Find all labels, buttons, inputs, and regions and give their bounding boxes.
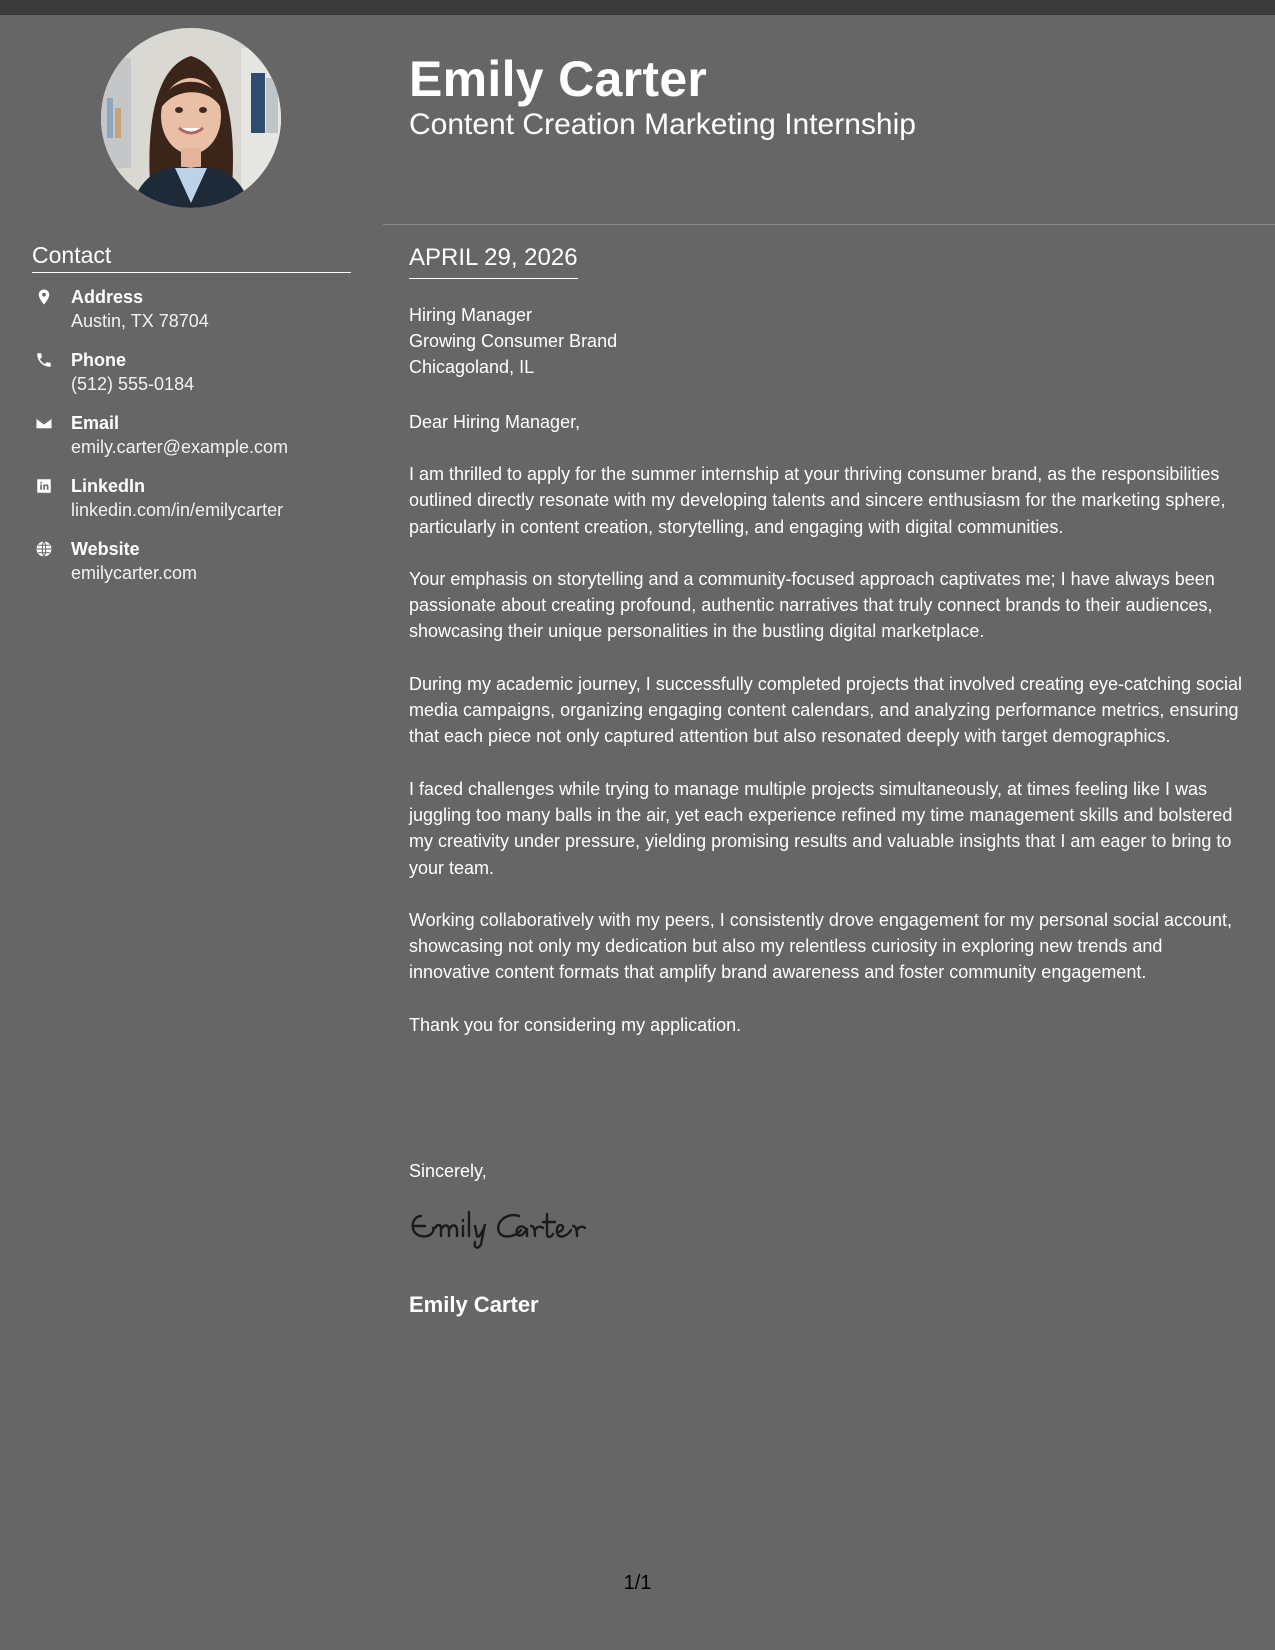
phone-icon (34, 350, 54, 370)
applicant-name: Emily Carter (409, 51, 708, 107)
sidebar (0, 15, 383, 1650)
recipient-block (409, 302, 1249, 380)
body-paragraph: I am thrilled to apply for the summer internship at your thriving consumer brand, as the responsibilities outlined directly resonate with my developing talents and sincere enthusiasm for the marketing sphere, particularly in content creation, storytelling, and engaging with digital communities. (409, 464, 1226, 537)
job-title: Content Creation Marketing Internship (409, 108, 916, 141)
recipient-line: Chicagoland, IL (409, 357, 535, 377)
contact-item-linkedin (32, 474, 362, 537)
body-paragraph: I faced challenges while trying to manage multiple projects simultaneously, at times feeling like I was juggling too many balls in the air, yet each experience refined my time management skills and bolstered my creativity under pressure, yielding promising results and valuable insights that I am eager to bring to your team. (409, 778, 1233, 878)
location-pin-icon (34, 287, 54, 307)
avatar (101, 28, 281, 208)
signer-name: Emily Carter (409, 1292, 539, 1317)
letter-body (409, 461, 1245, 1064)
contact-label: Email (71, 413, 120, 433)
contact-label: Website (71, 539, 140, 559)
body-paragraph: Working collaboratively with my peers, I consistently drove engagement for my personal social account, showcasing not only my dedication but also my relentless curiosity in exploring new trends and innovative content formats that amplify brand awareness and foster community engagement. (409, 909, 1233, 983)
closing: Sincerely, (409, 1161, 487, 1181)
contact-item-email (32, 411, 362, 474)
envelope-icon (34, 413, 54, 433)
linkedin-icon (34, 476, 54, 496)
profile-photo (101, 28, 281, 208)
body-paragraph: During my academic journey, I successfully completed projects that involved creating eye-catching social media campaigns, organizing engaging content calendars, and analyzing performance metrics, ensuring that each piece not only captured attention but also resonated deeply with target demographics. (409, 673, 1243, 747)
phone-value: (512) 555-0184 (71, 374, 195, 394)
body-paragraph: Thank you for considering my application. (409, 1014, 742, 1035)
linkedin-value[interactable]: linkedin.com/in/emilycarter (71, 500, 284, 520)
contact-item-website (32, 537, 362, 600)
email-value[interactable]: emily.carter@example.com (71, 437, 288, 457)
address-value: Austin, TX 78704 (71, 311, 209, 331)
contact-label: Phone (71, 350, 127, 370)
recipient-line: Hiring Manager (409, 305, 533, 325)
contact-label: Address (71, 287, 144, 307)
letter-date: APRIL 29, 2026 (409, 243, 578, 279)
salutation: Dear Hiring Manager, (409, 412, 581, 432)
contact-label: LinkedIn (71, 476, 146, 496)
website-value[interactable]: emilycarter.com (71, 563, 198, 583)
header-divider (383, 224, 1275, 225)
contact-item-address (32, 285, 362, 348)
page-indicator: 1/1 (623, 1572, 652, 1594)
contact-heading: Contact (32, 242, 351, 273)
body-paragraph: Your emphasis on storytelling and a community-focused approach captivates me; I have always been passionate about creating profound, authentic narratives that truly connect brands to their audiences, showcasing their unique personalities in the bustling digital marketplace. (409, 568, 1215, 642)
recipient-line: Growing Consumer Brand (409, 331, 618, 351)
contact-item-phone (32, 348, 362, 411)
letter-main (383, 15, 1275, 1650)
contact-list (32, 285, 362, 600)
globe-icon (34, 539, 54, 559)
handwritten-signature (407, 1196, 627, 1256)
top-bar (0, 0, 1275, 15)
